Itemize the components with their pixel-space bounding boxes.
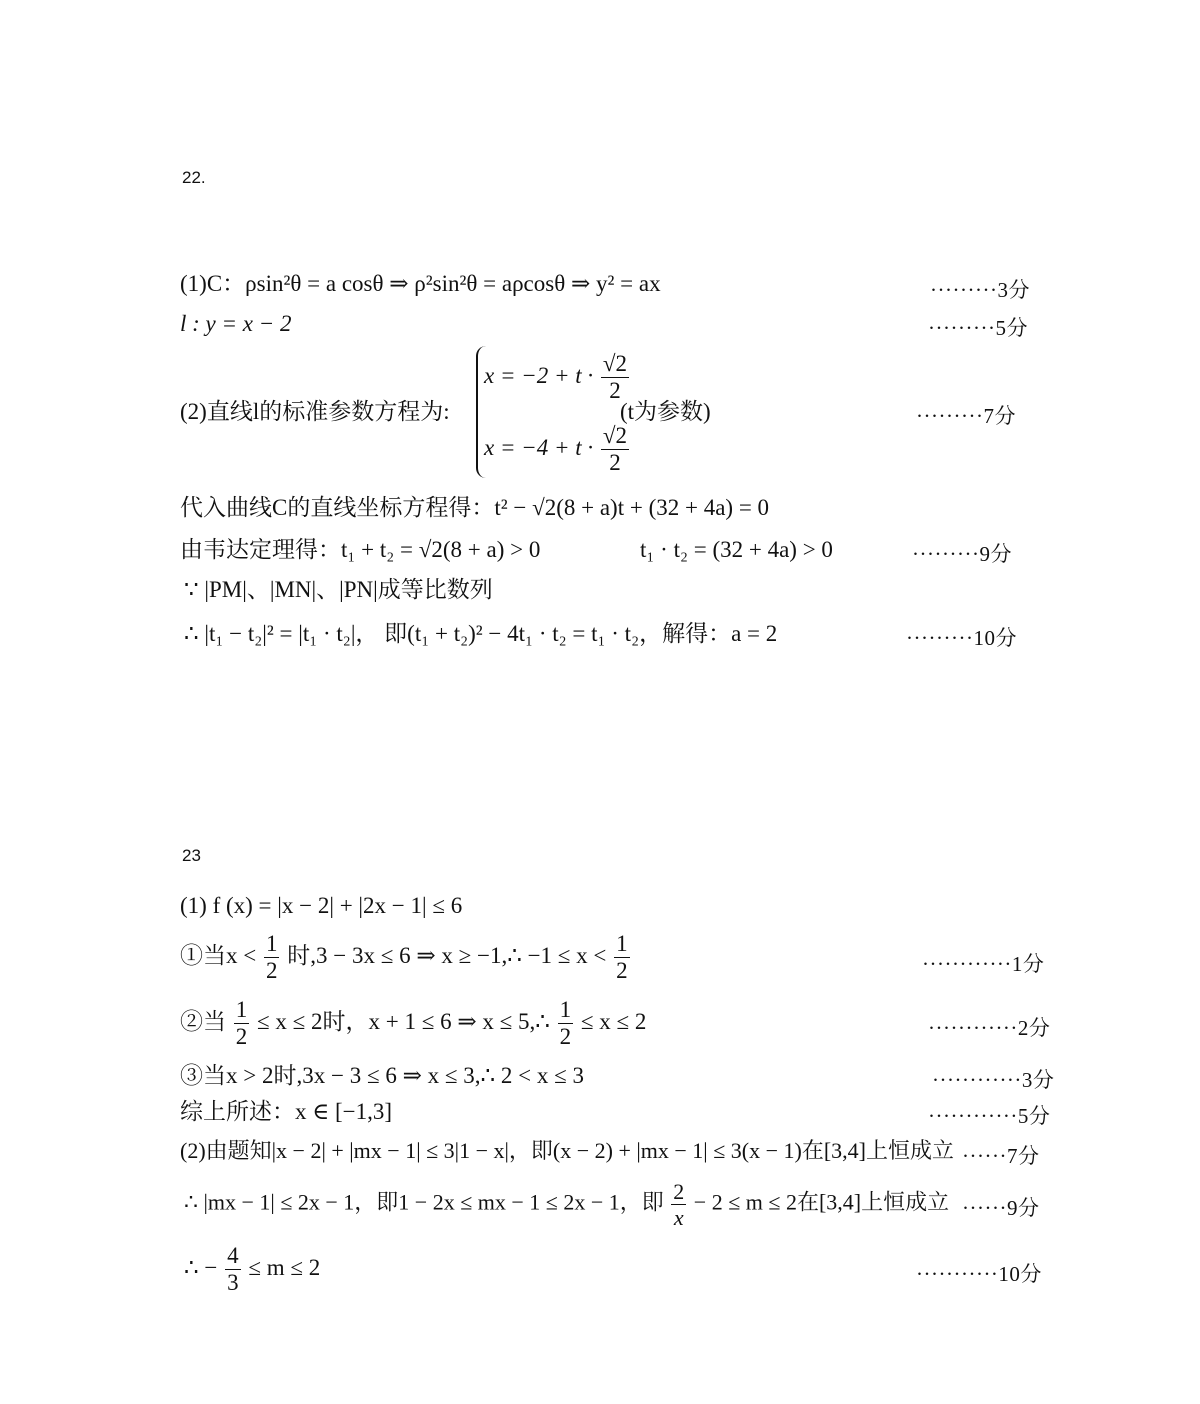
q23-part1-function: (1) f (x) = |x − 2| + |2x − 1| ≤ 6 [180, 893, 463, 918]
system-row-1-text: x = −2 + t · [484, 362, 594, 388]
fraction-denominator: 2 [609, 450, 621, 476]
q23-case-2-score: ············2分 [928, 1016, 1051, 1040]
q22-param-note: (t为参数) [620, 399, 711, 424]
half-fraction [558, 998, 574, 1049]
q23-final-score: ···········10分 [916, 1262, 1042, 1286]
fraction-denominator: 2 [609, 378, 621, 404]
fraction-denominator: 2 [235, 1024, 248, 1050]
fraction-numerator: 4 [225, 1244, 241, 1270]
q23-case-2 [180, 998, 646, 1049]
inequality-text-b: − 2 ≤ m ≤ 2在[3,4]上恒成立 [693, 1189, 950, 1215]
question-23-number: 23 [182, 846, 201, 865]
case-1-text-a: ①当x < [180, 942, 257, 968]
fraction-numerator: 1 [614, 932, 630, 958]
fraction-denominator: 2 [559, 1024, 572, 1050]
final-text-a: ∴ − [184, 1254, 218, 1280]
case-2-text-c: ≤ x ≤ 2 [580, 1008, 647, 1034]
fraction-numerator: 1 [558, 998, 574, 1024]
q23-case-3-score: ············3分 [932, 1068, 1055, 1092]
q22-part2-score: ·········7分 [916, 404, 1016, 428]
q22-vieta-product: t₁ · t₂ = (32 + 4a) > 0 [640, 537, 833, 562]
inequality-text-a: ∴ |mx − 1| ≤ 2x − 1，即1 − 2x ≤ mx − 1 ≤ 2x − 1，即 [184, 1189, 664, 1215]
case-2-text-a: ②当 [180, 1008, 226, 1034]
q23-case-1 [180, 932, 632, 983]
q22-geometric-sequence: ∵ |PM|、|MN|、|PN|成等比数列 [184, 577, 493, 602]
half-fraction [614, 932, 630, 983]
four-thirds-fraction [225, 1244, 241, 1295]
q23-case-3: ③当x > 2时,3x − 3 ≤ 6 ⇒ x ≤ 3,∴ 2 < x ≤ 3 [180, 1063, 584, 1088]
q22-part2-prefix: (2)直线l的标准参数方程为: [180, 399, 450, 424]
q22-part1-equation: (1)C：ρsin²θ = a cosθ ⇒ ρ²sin²θ = aρcosθ ⇒ y² = ax [180, 271, 661, 296]
q23-inequality-score: ······9分 [962, 1196, 1040, 1220]
final-text-b: ≤ m ≤ 2 [248, 1254, 321, 1280]
fraction-denominator: x [673, 1205, 684, 1231]
q22-system-row-1 [484, 352, 631, 403]
q22-solution: ∴ |t₁ − t₂|² = |t₁ · t₂|， 即(t₁ + t₂)² − 4t₁ · t₂ = t₁ · t₂，解得：a = 2 [184, 621, 778, 646]
fraction-denominator: 2 [616, 958, 628, 984]
q23-summary: 综上所述：x ∈ [−1,3] [180, 1099, 393, 1124]
q22-system-row-2 [484, 424, 631, 475]
system-row-2-text: x = −4 + t · [484, 434, 594, 460]
question-22-number: 22. [182, 168, 206, 187]
fraction-numerator: 1 [264, 932, 280, 958]
sqrt2-over-2-fraction [601, 352, 629, 403]
q22-line-l-equation: l : y = x − 2 [180, 311, 292, 336]
fraction-denominator: 3 [227, 1270, 239, 1296]
case-2-text-b: ≤ x ≤ 2时，x + 1 ≤ 6 ⇒ x ≤ 5,∴ [257, 1008, 550, 1034]
q22-vieta-sum: 由韦达定理得：t₁ + t₂ = √2(8 + a) > 0 [180, 537, 541, 562]
two-over-x-fraction [671, 1180, 686, 1229]
q22-solution-score: ·········10分 [906, 626, 1017, 650]
q22-vieta-score: ·········9分 [912, 542, 1012, 566]
q22-substitution-equation: 代入曲线C的直线坐标方程得：t² − √2(8 + a)t + (32 + 4a) = 0 [180, 495, 770, 520]
fraction-numerator: 1 [234, 998, 250, 1024]
sqrt2-over-2-fraction [601, 424, 629, 475]
case-1-text-b: 时,3 − 3x ≤ 6 ⇒ x ≥ −1,∴ −1 ≤ x < [287, 942, 607, 968]
q23-part2-inequality [184, 1180, 949, 1229]
q22-line-l-score: ·········5分 [928, 316, 1028, 340]
fraction-numerator: 2 [673, 1179, 685, 1204]
q23-summary-score: ············5分 [928, 1104, 1051, 1128]
fraction-denominator: 2 [265, 958, 278, 984]
fraction-numerator: √2 [601, 424, 629, 450]
q23-part2-score: ······7分 [962, 1144, 1040, 1168]
half-fraction [264, 932, 280, 983]
q23-part2-condition: (2)由题知|x − 2| + |mx − 1| ≤ 3|1 − x|，即(x − 2) + |mx − 1| ≤ 3(x − 1)在[3,4]上恒成立 [180, 1138, 954, 1163]
half-fraction [234, 998, 250, 1049]
q23-final-answer [184, 1244, 320, 1295]
q23-case-1-score: ············1分 [922, 952, 1045, 976]
fraction-numerator: √2 [601, 352, 629, 378]
q22-part1-score: ·········3分 [930, 278, 1030, 302]
